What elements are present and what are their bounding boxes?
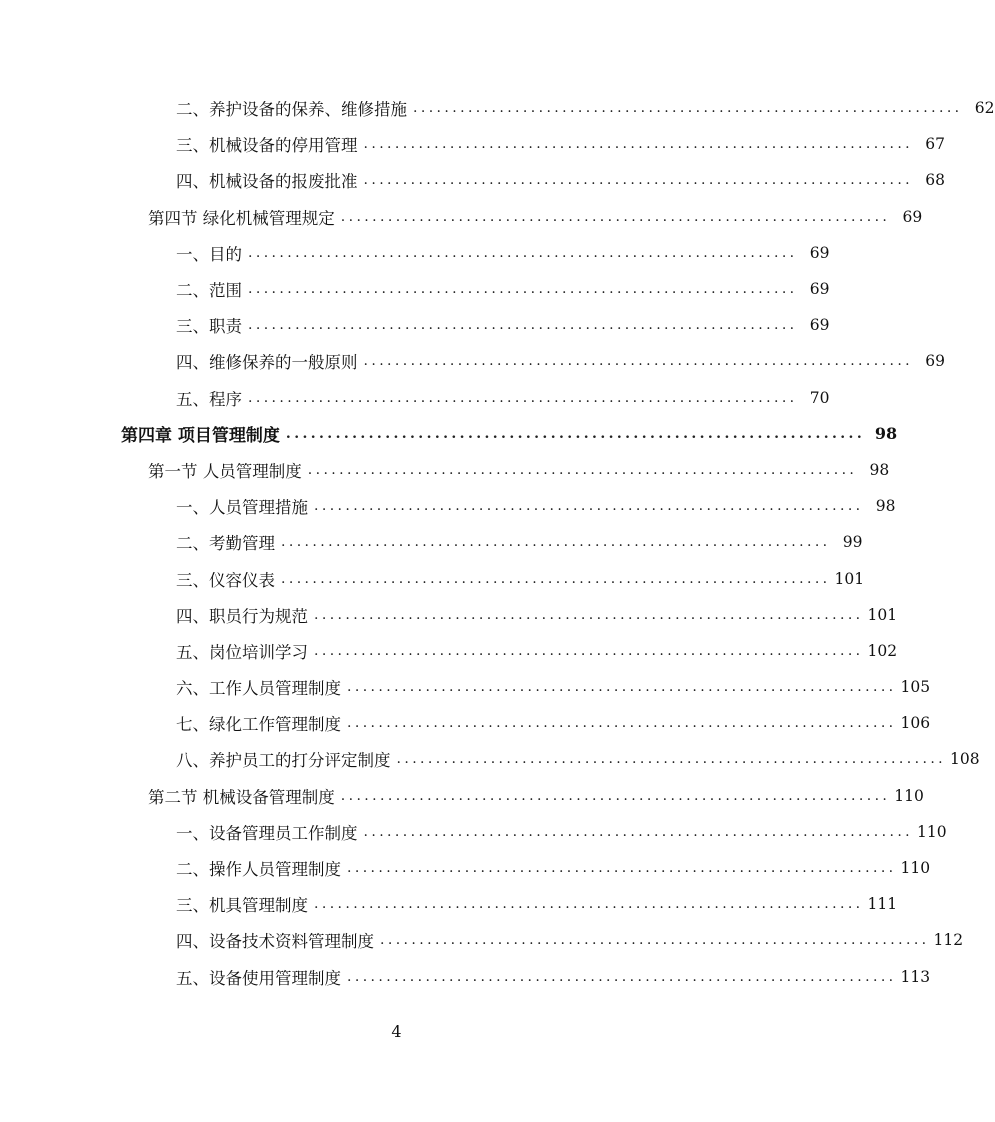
toc-entry-label: 第四章 项目管理制度 <box>121 421 284 446</box>
toc-entry[interactable] <box>176 560 865 596</box>
toc-leader-dots: ...................................................................... <box>347 679 897 696</box>
toc-entry-page: 105 <box>900 678 931 697</box>
toc-entry-label: 一、设备管理员工作制度 <box>176 820 362 844</box>
toc-leader-dots: ...................................................................... <box>248 244 798 261</box>
toc-entry-page: 106 <box>900 714 931 733</box>
toc-entry-label: 二、养护设备的保养、维修措施 <box>176 96 411 120</box>
toc-leader-dots: ...................................................................... <box>413 100 963 117</box>
toc-entry-label: 二、考勤管理 <box>176 530 279 554</box>
toc-entry-page: 69 <box>809 243 830 262</box>
toc-chapter-entry[interactable] <box>121 416 898 452</box>
toc-entry[interactable] <box>148 452 890 488</box>
toc-leader-dots: ...................................................................... <box>363 823 914 840</box>
toc-entry[interactable] <box>176 235 830 271</box>
toc-leader-dots: ...................................................................... <box>281 534 831 551</box>
toc-entry-page: 101 <box>834 569 865 588</box>
toc-entry-label: 四、维修保养的一般原则 <box>176 349 362 373</box>
toc-entry[interactable] <box>176 705 931 741</box>
toc-leader-dots: ...................................................................... <box>340 208 891 225</box>
toc-entry[interactable] <box>176 126 946 162</box>
toc-entry-page: 69 <box>925 352 946 371</box>
table-of-contents <box>0 90 995 995</box>
toc-entry-page: 110 <box>900 859 931 878</box>
toc-leader-dots: ...................................................................... <box>380 932 930 949</box>
toc-entry-page: 98 <box>874 424 898 444</box>
toc-entry-label: 四、机械设备的报废批准 <box>176 168 362 192</box>
toc-entry-page: 113 <box>900 967 931 986</box>
toc-entry[interactable] <box>176 922 964 958</box>
toc-entry-page: 108 <box>950 750 980 769</box>
toc-leader-dots: ...................................................................... <box>314 642 864 659</box>
toc-leader-dots: ...................................................................... <box>347 860 897 877</box>
toc-entry[interactable] <box>176 814 947 850</box>
toc-entry-label: 三、仪容仪表 <box>176 567 279 591</box>
toc-entry-page: 62 <box>974 99 995 118</box>
toc-entry[interactable] <box>176 850 931 886</box>
toc-entry[interactable] <box>176 90 995 126</box>
toc-leader-dots: ...................................................................... <box>248 281 798 298</box>
toc-entry[interactable] <box>176 633 898 669</box>
toc-entry-page: 110 <box>894 786 924 805</box>
toc-leader-dots: ...................................................................... <box>363 172 914 189</box>
toc-entry-page: 70 <box>809 388 830 407</box>
toc-entry-page: 110 <box>917 822 947 841</box>
toc-entry-page: 69 <box>809 316 830 335</box>
toc-entry[interactable] <box>176 307 830 343</box>
toc-entry-page: 98 <box>875 497 896 516</box>
toc-entry-label: 四、职员行为规范 <box>176 603 312 627</box>
toc-leader-dots: ...................................................................... <box>285 425 866 442</box>
toc-entry-label: 二、范围 <box>176 277 246 301</box>
toc-leader-dots: ...................................................................... <box>347 715 897 732</box>
toc-entry-label: 第四节 绿化机械管理规定 <box>148 205 339 229</box>
toc-leader-dots: ...................................................................... <box>314 606 864 623</box>
toc-entry-label: 第一节 人员管理制度 <box>148 458 306 482</box>
toc-leader-dots: ...................................................................... <box>340 787 891 804</box>
toc-leader-dots: ...................................................................... <box>314 498 864 515</box>
toc-entry-label: 六、工作人员管理制度 <box>176 675 345 699</box>
toc-entry-page: 69 <box>809 280 830 299</box>
toc-entry-page: 99 <box>842 533 863 552</box>
toc-entry[interactable] <box>176 886 898 922</box>
toc-leader-dots: ...................................................................... <box>281 570 831 587</box>
toc-leader-dots: ...................................................................... <box>248 389 798 406</box>
toc-entry-label: 三、机械设备的停用管理 <box>176 132 362 156</box>
toc-entry-label: 三、职责 <box>176 313 246 337</box>
toc-entry-page: 67 <box>925 135 946 154</box>
toc-entry-page: 69 <box>902 207 923 226</box>
toc-leader-dots: ...................................................................... <box>363 353 914 370</box>
toc-entry[interactable] <box>148 778 924 814</box>
toc-leader-dots: ...................................................................... <box>248 317 798 334</box>
toc-leader-dots: ...................................................................... <box>363 136 914 153</box>
toc-entry[interactable] <box>176 669 931 705</box>
toc-entry-label: 八、养护员工的打分评定制度 <box>176 747 395 771</box>
toc-entry-label: 一、目的 <box>176 241 246 265</box>
toc-entry[interactable] <box>176 741 980 777</box>
toc-leader-dots: ...................................................................... <box>347 968 897 985</box>
toc-entry[interactable] <box>176 380 830 416</box>
toc-leader-dots: ...................................................................... <box>314 896 864 913</box>
toc-entry-label: 七、绿化工作管理制度 <box>176 711 345 735</box>
toc-entry-page: 102 <box>867 641 898 660</box>
toc-entry[interactable] <box>176 959 931 995</box>
toc-leader-dots: ...................................................................... <box>396 751 947 768</box>
toc-entry-label: 一、人员管理措施 <box>176 494 312 518</box>
toc-entry-page: 111 <box>867 895 898 914</box>
toc-entry[interactable] <box>176 271 830 307</box>
toc-entry[interactable] <box>148 199 923 235</box>
toc-entry[interactable] <box>176 524 863 560</box>
page-number: 4 <box>391 1022 402 1041</box>
toc-entry-label: 第二节 机械设备管理制度 <box>148 784 339 808</box>
toc-entry-label: 五、岗位培训学习 <box>176 639 312 663</box>
toc-entry-page: 98 <box>869 460 890 479</box>
toc-leader-dots: ...................................................................... <box>307 461 858 478</box>
toc-entry-label: 四、设备技术资料管理制度 <box>176 928 378 952</box>
toc-entry-page: 68 <box>925 171 946 190</box>
toc-entry[interactable] <box>176 488 896 524</box>
toc-entry[interactable] <box>176 343 946 379</box>
toc-entry[interactable] <box>176 597 898 633</box>
toc-entry-label: 五、设备使用管理制度 <box>176 965 345 989</box>
toc-entry[interactable] <box>176 162 946 198</box>
toc-entry-label: 五、程序 <box>176 386 246 410</box>
toc-entry-label: 二、操作人员管理制度 <box>176 856 345 880</box>
toc-entry-page: 112 <box>933 931 964 950</box>
toc-entry-label: 三、机具管理制度 <box>176 892 312 916</box>
toc-entry-page: 101 <box>867 605 898 624</box>
